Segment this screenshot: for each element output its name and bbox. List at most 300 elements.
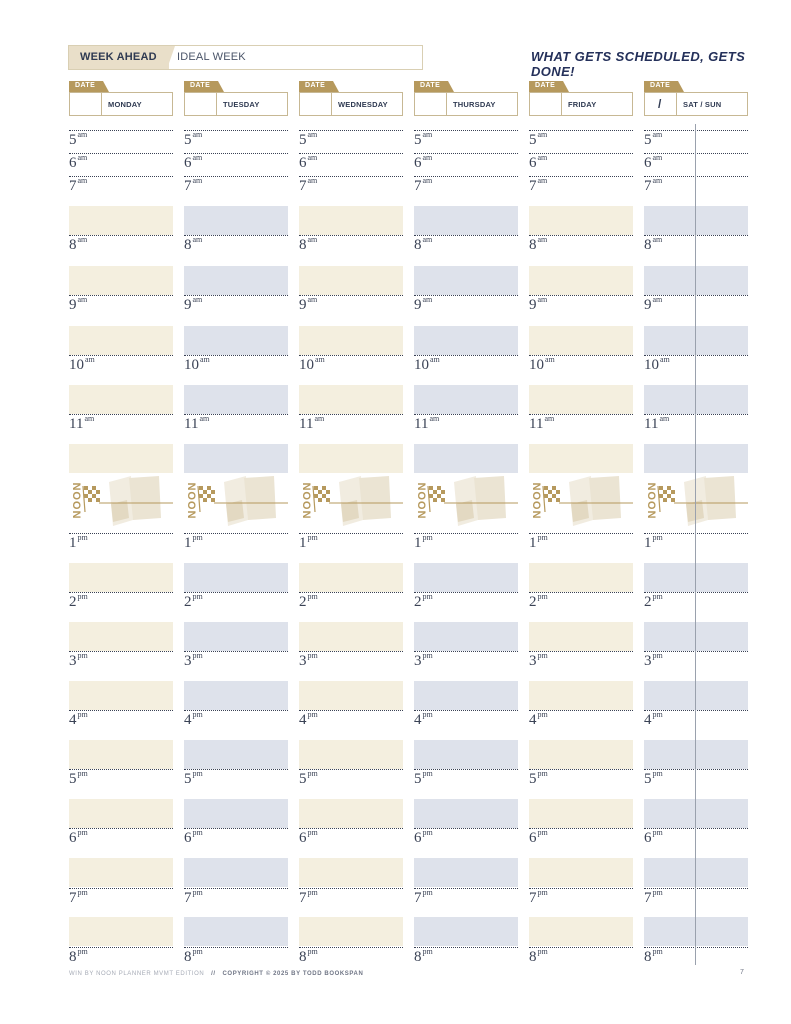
hour-suffix: pm: [77, 888, 88, 897]
hour-number: 6: [644, 155, 652, 171]
hour-number: 4: [69, 712, 77, 728]
hour-label: [414, 356, 440, 374]
hour-number: 8: [414, 949, 422, 965]
dotted-line: [644, 414, 748, 415]
dotted-line: [529, 651, 633, 652]
time-block[interactable]: [299, 385, 403, 414]
hour-label: [644, 415, 669, 433]
hour-number: 9: [644, 297, 652, 313]
time-block[interactable]: [414, 799, 518, 828]
hour-suffix: pm: [307, 592, 318, 601]
dotted-line: [69, 769, 173, 770]
time-block[interactable]: [69, 858, 173, 887]
date-tab: [184, 81, 218, 92]
hour-number: 7: [299, 890, 307, 906]
dotted-line: [184, 888, 288, 889]
hour-label: [414, 415, 439, 433]
hour-label: [299, 236, 317, 254]
hour-suffix: am: [192, 153, 203, 162]
time-block[interactable]: [69, 385, 173, 414]
time-block[interactable]: [644, 266, 748, 295]
hour-label: [529, 131, 547, 149]
time-block[interactable]: [644, 858, 748, 887]
time-block[interactable]: [414, 681, 518, 710]
date-label: DATE: [305, 82, 326, 89]
dotted-line: [414, 769, 518, 770]
hour-label: [184, 177, 202, 195]
time-block[interactable]: [184, 917, 288, 946]
hour-suffix: am: [77, 235, 88, 244]
dotted-line: [299, 828, 403, 829]
time-block[interactable]: [414, 326, 518, 355]
dotted-line: [299, 710, 403, 711]
time-block[interactable]: [529, 681, 633, 710]
hour-number: 9: [414, 297, 422, 313]
time-block[interactable]: [414, 622, 518, 651]
time-block[interactable]: [414, 385, 518, 414]
hour-suffix: am: [307, 176, 318, 185]
date-box[interactable]: [69, 92, 173, 116]
date-field[interactable]: [185, 93, 217, 115]
hour-number: 11: [184, 416, 199, 432]
dotted-line: [184, 533, 288, 534]
dotted-line: [69, 533, 173, 534]
hour-suffix: pm: [537, 947, 548, 956]
time-block[interactable]: [414, 858, 518, 887]
hour-suffix: am: [652, 130, 663, 139]
date-box[interactable]: [644, 92, 748, 116]
time-block[interactable]: [184, 444, 288, 473]
hour-suffix: pm: [652, 651, 663, 660]
time-block[interactable]: [414, 266, 518, 295]
hour-suffix: am: [307, 235, 318, 244]
hour-number: 2: [299, 594, 307, 610]
hour-label: [184, 415, 209, 433]
hour-suffix: am: [537, 130, 548, 139]
hour-number: 8: [69, 949, 77, 965]
hour-number: 2: [529, 594, 537, 610]
day-name: FRIDAY: [568, 100, 597, 109]
hour-label: [644, 711, 663, 729]
dotted-line: [414, 888, 518, 889]
hour-suffix: am: [430, 355, 440, 364]
hour-number: 2: [414, 594, 422, 610]
hour-number: 8: [184, 237, 192, 253]
hour-number: 11: [299, 416, 314, 432]
hour-number: 11: [529, 416, 544, 432]
time-block[interactable]: [299, 563, 403, 592]
time-block[interactable]: [414, 740, 518, 769]
time-block[interactable]: [184, 681, 288, 710]
time-block[interactable]: [299, 917, 403, 946]
hour-number: 2: [69, 594, 77, 610]
hour-label: [644, 948, 663, 966]
time-block[interactable]: [529, 622, 633, 651]
day-name: MONDAY: [108, 100, 142, 109]
hour-label: [414, 534, 433, 552]
hour-label: [644, 889, 663, 907]
time-block[interactable]: [414, 444, 518, 473]
checkered-flag-icon: [69, 474, 173, 528]
hour-label: [644, 131, 662, 149]
hour-number: 11: [69, 416, 84, 432]
hour-suffix: pm: [422, 651, 433, 660]
hour-number: 4: [184, 712, 192, 728]
date-label: DATE: [75, 82, 96, 89]
hour-label: [414, 236, 432, 254]
hour-number: 8: [414, 237, 422, 253]
hour-number: 8: [529, 949, 537, 965]
hour-number: 8: [299, 949, 307, 965]
hour-suffix: am: [652, 295, 663, 304]
hour-label: [69, 829, 88, 847]
hour-number: 1: [184, 535, 192, 551]
dotted-line: [644, 888, 748, 889]
checkered-flag-icon: [529, 474, 633, 528]
hour-label: [69, 154, 87, 172]
date-tab: [644, 81, 678, 92]
dotted-line: [69, 153, 173, 154]
time-block[interactable]: [184, 206, 288, 235]
time-block[interactable]: [69, 799, 173, 828]
time-block[interactable]: [69, 266, 173, 295]
hour-suffix: pm: [307, 828, 318, 837]
dotted-line: [529, 153, 633, 154]
time-block[interactable]: [299, 799, 403, 828]
dotted-line: [299, 533, 403, 534]
dotted-line: [414, 130, 518, 131]
hour-label: [529, 154, 547, 172]
hour-label: [644, 534, 663, 552]
dotted-line: [644, 153, 748, 154]
time-block[interactable]: [529, 917, 633, 946]
hour-suffix: am: [192, 235, 203, 244]
dotted-line: [299, 769, 403, 770]
hour-label: [529, 415, 554, 433]
hour-number: 8: [69, 237, 77, 253]
hour-label: [184, 356, 210, 374]
hour-suffix: am: [422, 130, 433, 139]
hour-label: [644, 770, 663, 788]
day-column: [644, 0, 748, 980]
time-block[interactable]: [644, 622, 748, 651]
dotted-line: [184, 235, 288, 236]
dotted-line: [644, 295, 748, 296]
hour-suffix: am: [192, 295, 203, 304]
footer-separator: //: [211, 971, 216, 977]
noon-graphic: [529, 474, 633, 528]
hour-number: 8: [529, 237, 537, 253]
dotted-line: [529, 130, 633, 131]
hour-number: 8: [644, 237, 652, 253]
time-block[interactable]: [69, 622, 173, 651]
noon-graphic: [184, 474, 288, 528]
hour-suffix: pm: [77, 769, 88, 778]
hour-suffix: am: [659, 414, 670, 423]
time-block[interactable]: [69, 563, 173, 592]
time-block[interactable]: [184, 858, 288, 887]
hour-label: [414, 889, 433, 907]
hour-label: [299, 356, 325, 374]
time-block[interactable]: [529, 206, 633, 235]
time-block[interactable]: [184, 622, 288, 651]
time-block[interactable]: [529, 266, 633, 295]
hour-suffix: pm: [537, 769, 548, 778]
time-block[interactable]: [529, 563, 633, 592]
time-block[interactable]: [69, 681, 173, 710]
hour-suffix: am: [544, 414, 555, 423]
time-block[interactable]: [299, 622, 403, 651]
hour-number: 5: [529, 132, 537, 148]
dotted-line: [184, 414, 288, 415]
hour-number: 1: [644, 535, 652, 551]
time-block[interactable]: [644, 385, 748, 414]
hour-number: 4: [299, 712, 307, 728]
dotted-line: [529, 828, 633, 829]
hour-number: 3: [69, 653, 77, 669]
date-tab: [529, 81, 563, 92]
hour-label: [184, 711, 203, 729]
time-block[interactable]: [529, 326, 633, 355]
hour-label: [184, 770, 203, 788]
hour-number: 3: [299, 653, 307, 669]
hour-number: 5: [184, 132, 192, 148]
hour-label: [529, 236, 547, 254]
hour-number: 5: [299, 771, 307, 787]
time-block[interactable]: [644, 799, 748, 828]
hour-number: 5: [69, 132, 77, 148]
hour-number: 6: [184, 155, 192, 171]
hour-label: [184, 236, 202, 254]
hour-suffix: pm: [77, 710, 88, 719]
date-field[interactable]: [530, 93, 562, 115]
date-box[interactable]: [414, 92, 518, 116]
hour-label: [69, 711, 88, 729]
time-block[interactable]: [644, 326, 748, 355]
hour-suffix: am: [84, 414, 95, 423]
dotted-line: [414, 295, 518, 296]
time-block[interactable]: [644, 563, 748, 592]
hour-suffix: am: [652, 235, 663, 244]
dotted-line: [644, 592, 748, 593]
dotted-line: [299, 592, 403, 593]
time-block[interactable]: [184, 563, 288, 592]
hour-label: [299, 948, 318, 966]
time-block[interactable]: [184, 266, 288, 295]
date-tab: [414, 81, 448, 92]
time-block[interactable]: [414, 917, 518, 946]
dotted-line: [529, 414, 633, 415]
hour-label: [529, 829, 548, 847]
hour-label: [414, 131, 432, 149]
time-block[interactable]: [69, 206, 173, 235]
hour-number: 3: [644, 653, 652, 669]
date-field[interactable]: [645, 93, 677, 115]
hour-number: 9: [184, 297, 192, 313]
dotted-line: [644, 235, 748, 236]
dotted-line: [529, 176, 633, 177]
time-block[interactable]: [644, 740, 748, 769]
hour-number: 7: [529, 890, 537, 906]
dotted-line: [529, 592, 633, 593]
hour-suffix: pm: [422, 828, 433, 837]
dotted-line: [414, 828, 518, 829]
date-box[interactable]: [184, 92, 288, 116]
dotted-line: [184, 153, 288, 154]
dotted-line: [414, 153, 518, 154]
dotted-line: [184, 828, 288, 829]
hour-suffix: pm: [192, 533, 203, 542]
time-block[interactable]: [644, 444, 748, 473]
date-field[interactable]: [300, 93, 332, 115]
time-block[interactable]: [184, 385, 288, 414]
time-block[interactable]: [69, 917, 173, 946]
hour-suffix: am: [314, 414, 325, 423]
day-name: TUESDAY: [223, 100, 260, 109]
hour-suffix: pm: [652, 769, 663, 778]
hour-suffix: pm: [307, 947, 318, 956]
time-block[interactable]: [299, 740, 403, 769]
noon-graphic: [644, 474, 748, 528]
time-block[interactable]: [299, 326, 403, 355]
hour-label: [69, 652, 88, 670]
dotted-line: [299, 947, 403, 948]
hour-suffix: pm: [307, 533, 318, 542]
hour-number: 3: [414, 653, 422, 669]
hour-number: 8: [184, 949, 192, 965]
hour-suffix: pm: [652, 828, 663, 837]
time-block[interactable]: [414, 206, 518, 235]
hour-label: [414, 154, 432, 172]
hour-number: 2: [644, 594, 652, 610]
time-block[interactable]: [184, 799, 288, 828]
dotted-line: [644, 769, 748, 770]
date-field[interactable]: [70, 93, 102, 115]
hour-label: [299, 177, 317, 195]
day-column: [184, 0, 288, 980]
time-block[interactable]: [529, 858, 633, 887]
dotted-line: [529, 947, 633, 948]
hour-label: [529, 177, 547, 195]
hour-label: [414, 770, 433, 788]
dotted-line: [644, 651, 748, 652]
hour-label: [414, 948, 433, 966]
dotted-line: [414, 710, 518, 711]
hour-label: [299, 131, 317, 149]
hour-label: [644, 154, 662, 172]
hour-number: 5: [414, 771, 422, 787]
dotted-line: [644, 176, 748, 177]
time-block[interactable]: [529, 385, 633, 414]
dotted-line: [299, 176, 403, 177]
hour-suffix: am: [192, 176, 203, 185]
hour-label: [529, 296, 547, 314]
hour-number: 8: [644, 949, 652, 965]
hour-number: 11: [414, 416, 429, 432]
hour-number: 2: [184, 594, 192, 610]
hour-suffix: am: [422, 235, 433, 244]
dotted-line: [644, 947, 748, 948]
day-name: THURSDAY: [453, 100, 496, 109]
date-label: DATE: [190, 82, 211, 89]
dotted-line: [184, 355, 288, 356]
time-block[interactable]: [529, 799, 633, 828]
hour-label: [299, 829, 318, 847]
time-block[interactable]: [644, 917, 748, 946]
hour-label: [69, 770, 88, 788]
dotted-line: [414, 355, 518, 356]
dotted-line: [299, 355, 403, 356]
hour-label: [69, 177, 87, 195]
dotted-line: [69, 414, 173, 415]
time-block[interactable]: [644, 206, 748, 235]
footer-copyright: COPYRIGHT © 2025 BY TODD BOOKSPAN: [222, 971, 364, 977]
time-block[interactable]: [69, 326, 173, 355]
hour-number: 10: [644, 357, 659, 373]
hour-label: [414, 711, 433, 729]
time-block[interactable]: [529, 740, 633, 769]
hour-suffix: am: [77, 176, 88, 185]
time-block[interactable]: [299, 206, 403, 235]
hour-suffix: am: [315, 355, 325, 364]
time-block[interactable]: [299, 858, 403, 887]
hour-label: [299, 652, 318, 670]
time-block[interactable]: [69, 444, 173, 473]
hour-label: [184, 296, 202, 314]
day-column: [414, 0, 518, 980]
time-block[interactable]: [299, 444, 403, 473]
time-block[interactable]: [184, 326, 288, 355]
dotted-line: [299, 651, 403, 652]
date-box[interactable]: [529, 92, 633, 116]
week-ahead-label: WEEK AHEAD: [80, 51, 157, 63]
hour-number: 1: [529, 535, 537, 551]
time-block[interactable]: [299, 266, 403, 295]
hour-suffix: am: [77, 130, 88, 139]
day-column: [529, 0, 633, 980]
hour-suffix: pm: [192, 888, 203, 897]
dotted-line: [184, 295, 288, 296]
time-block[interactable]: [414, 563, 518, 592]
date-box[interactable]: [299, 92, 403, 116]
hour-label: [644, 829, 663, 847]
hour-label: [184, 593, 203, 611]
date-label: DATE: [420, 82, 441, 89]
hour-suffix: pm: [192, 947, 203, 956]
hour-number: 9: [69, 297, 77, 313]
hour-number: 7: [644, 890, 652, 906]
date-field[interactable]: [415, 93, 447, 115]
time-block[interactable]: [644, 681, 748, 710]
time-block[interactable]: [69, 740, 173, 769]
hour-number: 6: [414, 830, 422, 846]
time-block[interactable]: [184, 740, 288, 769]
hour-label: [529, 356, 555, 374]
dotted-line: [644, 355, 748, 356]
hour-label: [184, 948, 203, 966]
time-block[interactable]: [299, 681, 403, 710]
checkered-flag-icon: [184, 474, 288, 528]
hour-number: 7: [529, 178, 537, 194]
dotted-line: [184, 592, 288, 593]
dotted-line: [69, 130, 173, 131]
date-label: DATE: [650, 82, 671, 89]
hour-number: 5: [69, 771, 77, 787]
ideal-week-label: IDEAL WEEK: [177, 51, 246, 63]
time-block[interactable]: [529, 444, 633, 473]
hour-number: 8: [299, 237, 307, 253]
hour-label: [529, 711, 548, 729]
